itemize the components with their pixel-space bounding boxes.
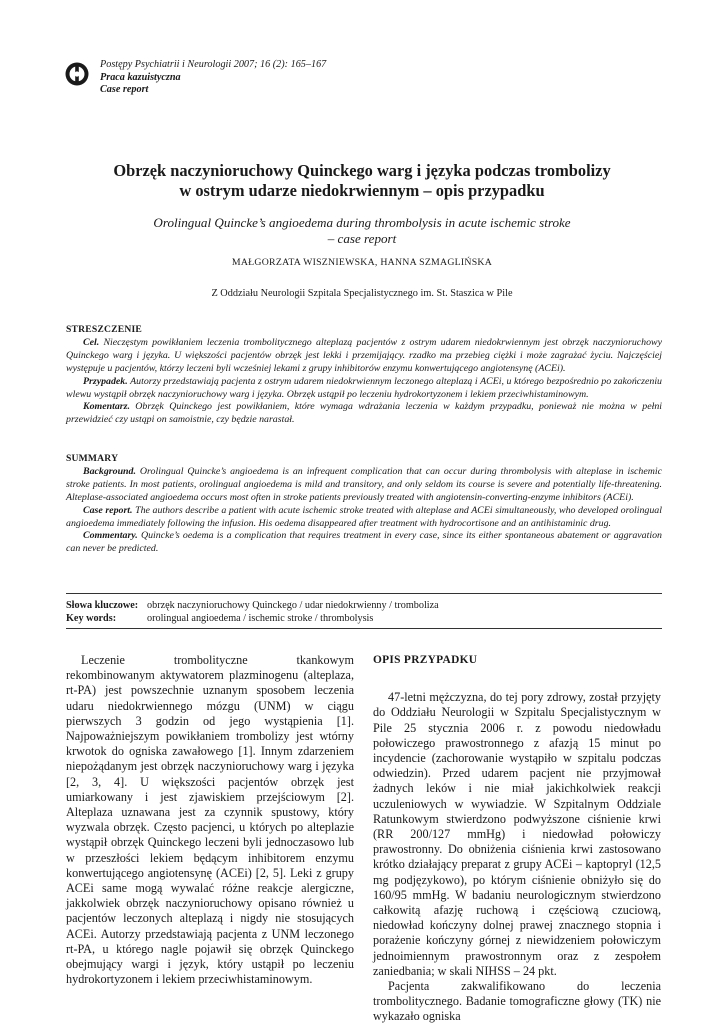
body-right-column <box>373 653 661 1025</box>
title-line-2: w ostrym udarze niedokrwiennym – opis przypadku <box>179 181 545 200</box>
keywords-en-value: orolingual angioedema / ischemic stroke / thrombolysis <box>147 613 374 624</box>
abstract-pl-heading: STRESZCZENIE <box>66 324 142 335</box>
journal-citation: Postępy Psychiatrii i Neurologii 2007; 16 (2): 165–167 <box>100 59 327 70</box>
abstract-pl <box>66 324 662 427</box>
abstract-en <box>66 453 662 556</box>
title-line-1: Obrzęk naczynioruchowy Quinckego warg i języka podczas trombolizy <box>113 161 611 180</box>
przypadek-label: Przypadek. <box>83 375 128 387</box>
commentary-text: Quincke’s oedema is a complication that requires treatment in every case, since its either spontaneous abatement or aggravation can never be predicted. <box>66 530 662 555</box>
article-title-en <box>40 215 684 247</box>
abstract-pl-komentarz <box>66 401 662 427</box>
body-left-column <box>66 653 354 987</box>
komentarz-text: Obrzęk Quinckego jest powikłaniem, które wymaga wdrażania leczenia w każdym przypadku, ponieważ nie można w pełni przewidzieć czy ustąpi on samoistnie, czy będzie narastał. <box>66 401 662 426</box>
cel-text: Nieczęstym powikłaniem leczenia trombolitycznego alteplazą pacjentów z ostrym udarem niedokrwiennym jest obrzęk naczynioruchowy Quinckego warg i języka. U większości pacjentów obrzęk jest lekki i przemijający. rzadko ma przebieg ciężki i może zagrażać życiu. Najczęściej występuje u pacjentów, którzy leczeni byli wcześniej lekami z grupy inhibitorów enzymu konwertującego angiotensynę (ACEi). <box>66 336 662 374</box>
case-text: The authors describe a patient with acute ischemic stroke treated with alteplase and ACEi simultaneously, who developed orolingual angioedema immediately following the infusion. His oedema disappeared after treatment with hydrocortisone and an antihistaminic drug. <box>66 504 662 529</box>
affiliation: Z Oddziału Neurologii Szpitala Specjalistycznego im. St. Staszica w Pile <box>211 288 513 299</box>
abstract-pl-cel <box>66 337 662 376</box>
keywords-bottom-rule <box>66 628 662 629</box>
abstract-en-background <box>66 466 662 505</box>
case-paragraph-2: Pacjenta zakwalifikowano do leczenia trombolitycznego. Badanie tomograficzne głowy (TK) nie wykazało ogniska <box>373 979 661 1024</box>
keywords-en <box>66 612 662 625</box>
case-paragraph-1: 47-letni mężczyzna, do tej pory zdrowy, został przyjęty do Oddziału Neurologii w Szpitalu Specjalistycznym w Pile 25 stycznia 2006 r. z powodu niedowładu połowiczego prawostronnego z afazją 15 minut po incydencie (zachorowanie wystąpiło w szpitalu podczas odwiedzin). Przed udarem pacjent nie przyjmował żadnych leków i nie miał jakichkolwiek reakcji uczuleniowych w wywiadzie. W Szpitalnym Oddziale Ratunkowym stwierdzono podwyższone ciśnienie krwi (RR 200/127 mmHg) i niedowład połowiczy prawostronny. Do obniżenia ciśnienia krwi zastosowano krótko działający preparat z grupy ACEi – kaptopryl (12,5 mg podjęzykowo), po którym ciśnienie obniżyło się do 160/95 mmHg. W badaniu neurologicznym stwierdzono całkowitą afazję ruchową i częściową czuciową, niedowład kończyny dolnej prawej znacznego stopnia i porażenie kończyny górnej z niewidzeniem połowiczym jednoimiennym prawostronnym oraz z zespołem zaniedbania; w skali NIHSS – 24 pkt. <box>373 690 661 978</box>
keywords-pl-value: obrzęk naczynioruchowy Quinckego / udar niedokrwienny / tromboliza <box>147 600 439 611</box>
journal-header <box>100 59 326 97</box>
article-type-en: Case report <box>100 84 149 95</box>
keywords <box>66 599 662 625</box>
cel-label: Cel. <box>83 336 100 348</box>
article-type-pl: Praca kazuistyczna <box>100 71 181 83</box>
title-en-line-2: – case report <box>327 231 397 246</box>
keywords-pl <box>66 599 662 612</box>
przypadek-text: Autorzy przedstawiają pacjenta z ostrym udarem niedokrwiennym leczonego alteplazą i ACEi, u którego bezpośrednio po zakończeniu wlewu wystąpił obrzęk naczynioruchowy warg i języka. Obrzęk ustąpił po leczeniu hydrokortyzonem i lekiem przeciwhistaminowym. <box>66 375 662 400</box>
section-heading: OPIS PRZYPADKU <box>373 654 478 666</box>
commentary-label: Commentary. <box>83 530 138 542</box>
background-text: Orolingual Quincke’s angioedema is an infrequent complication that can occur during thrombolysis with alteplase in ischemic stroke patients. In most patients, orolingual angioedema is mild and transitory, and only seldom its course is severe and potentially life-threatening. Alteplase-associated angioedema occurs most often in stroke patients previously treated with angiotensin-converting-enzyme inhibitors (ACEi). <box>66 465 663 503</box>
abstract-en-commentary <box>66 530 662 556</box>
keywords-pl-label: Słowa kluczowe: <box>66 600 139 611</box>
komentarz-label: Komentarz. <box>83 401 130 413</box>
authors: MAŁGORZATA WISZNIEWSKA, HANNA SZMAGLIŃSKA <box>231 257 493 268</box>
keywords-top-rule <box>66 593 662 594</box>
abstract-en-heading: SUMMARY <box>66 453 119 464</box>
abstract-pl-przypadek <box>66 376 662 402</box>
title-en-line-1: Orolingual Quincke’s angioedema during thrombolysis in acute ischemic stroke <box>153 215 571 230</box>
abstract-en-case <box>66 505 662 531</box>
keywords-en-label: Key words: <box>66 613 117 624</box>
article-title <box>40 161 684 201</box>
case-label: Case report. <box>83 504 133 516</box>
journal-logo-icon <box>65 62 89 86</box>
intro-paragraph: Leczenie trombolityczne tkankowym rekombinowanym aktywatorem plazminogenu (alteplaza, rt-PA) jest powszechnie uznanym sposobem leczenia udaru niedokrwiennego mózgu (UNM) w ciągu pierwszych 3 godzin od jego wystąpienia [1]. Najpoważniejszym powikłaniem trombolizy jest wtórny krwotok do ogniska zawałowego [1]. Innym zdarzeniem niepożądanym jest obrzęk naczynioruchowy warg i języka [2, 3, 4]. U większości pacjentów obrzęk jest umiarkowany i jest zjawiskiem przejściowym [2]. Alteplaza uznawana jest za czynnik spustowy, który wyzwala obrzęk. Często pacjenci, u których po alteplazie wystąpił obrzęk Quinckego leczeni byli jednoczasowo lub w przeszłości lekiem będącym inhibitorem enzymu konwertującego angiotensynę (ACEi) [2, 5]. Leki z grupy ACEi same mogą wywalać różne reakcje alergiczne, jakkolwiek obrzęk naczynioruchowy opisano również u pacjentów leczonych alteplazą i nigdy nie stosujących ACEi. Autorzy przedstawiają pacjenta z UNM leczonego rt-PA, u którego nagle pojawił się obrzęk Quinckego obejmujący wargi i język, który ustąpił po leczeniu hydrokortyzonem i lekiem przeciwhistaminowym. <box>66 653 354 987</box>
background-label: Background. <box>83 465 136 477</box>
